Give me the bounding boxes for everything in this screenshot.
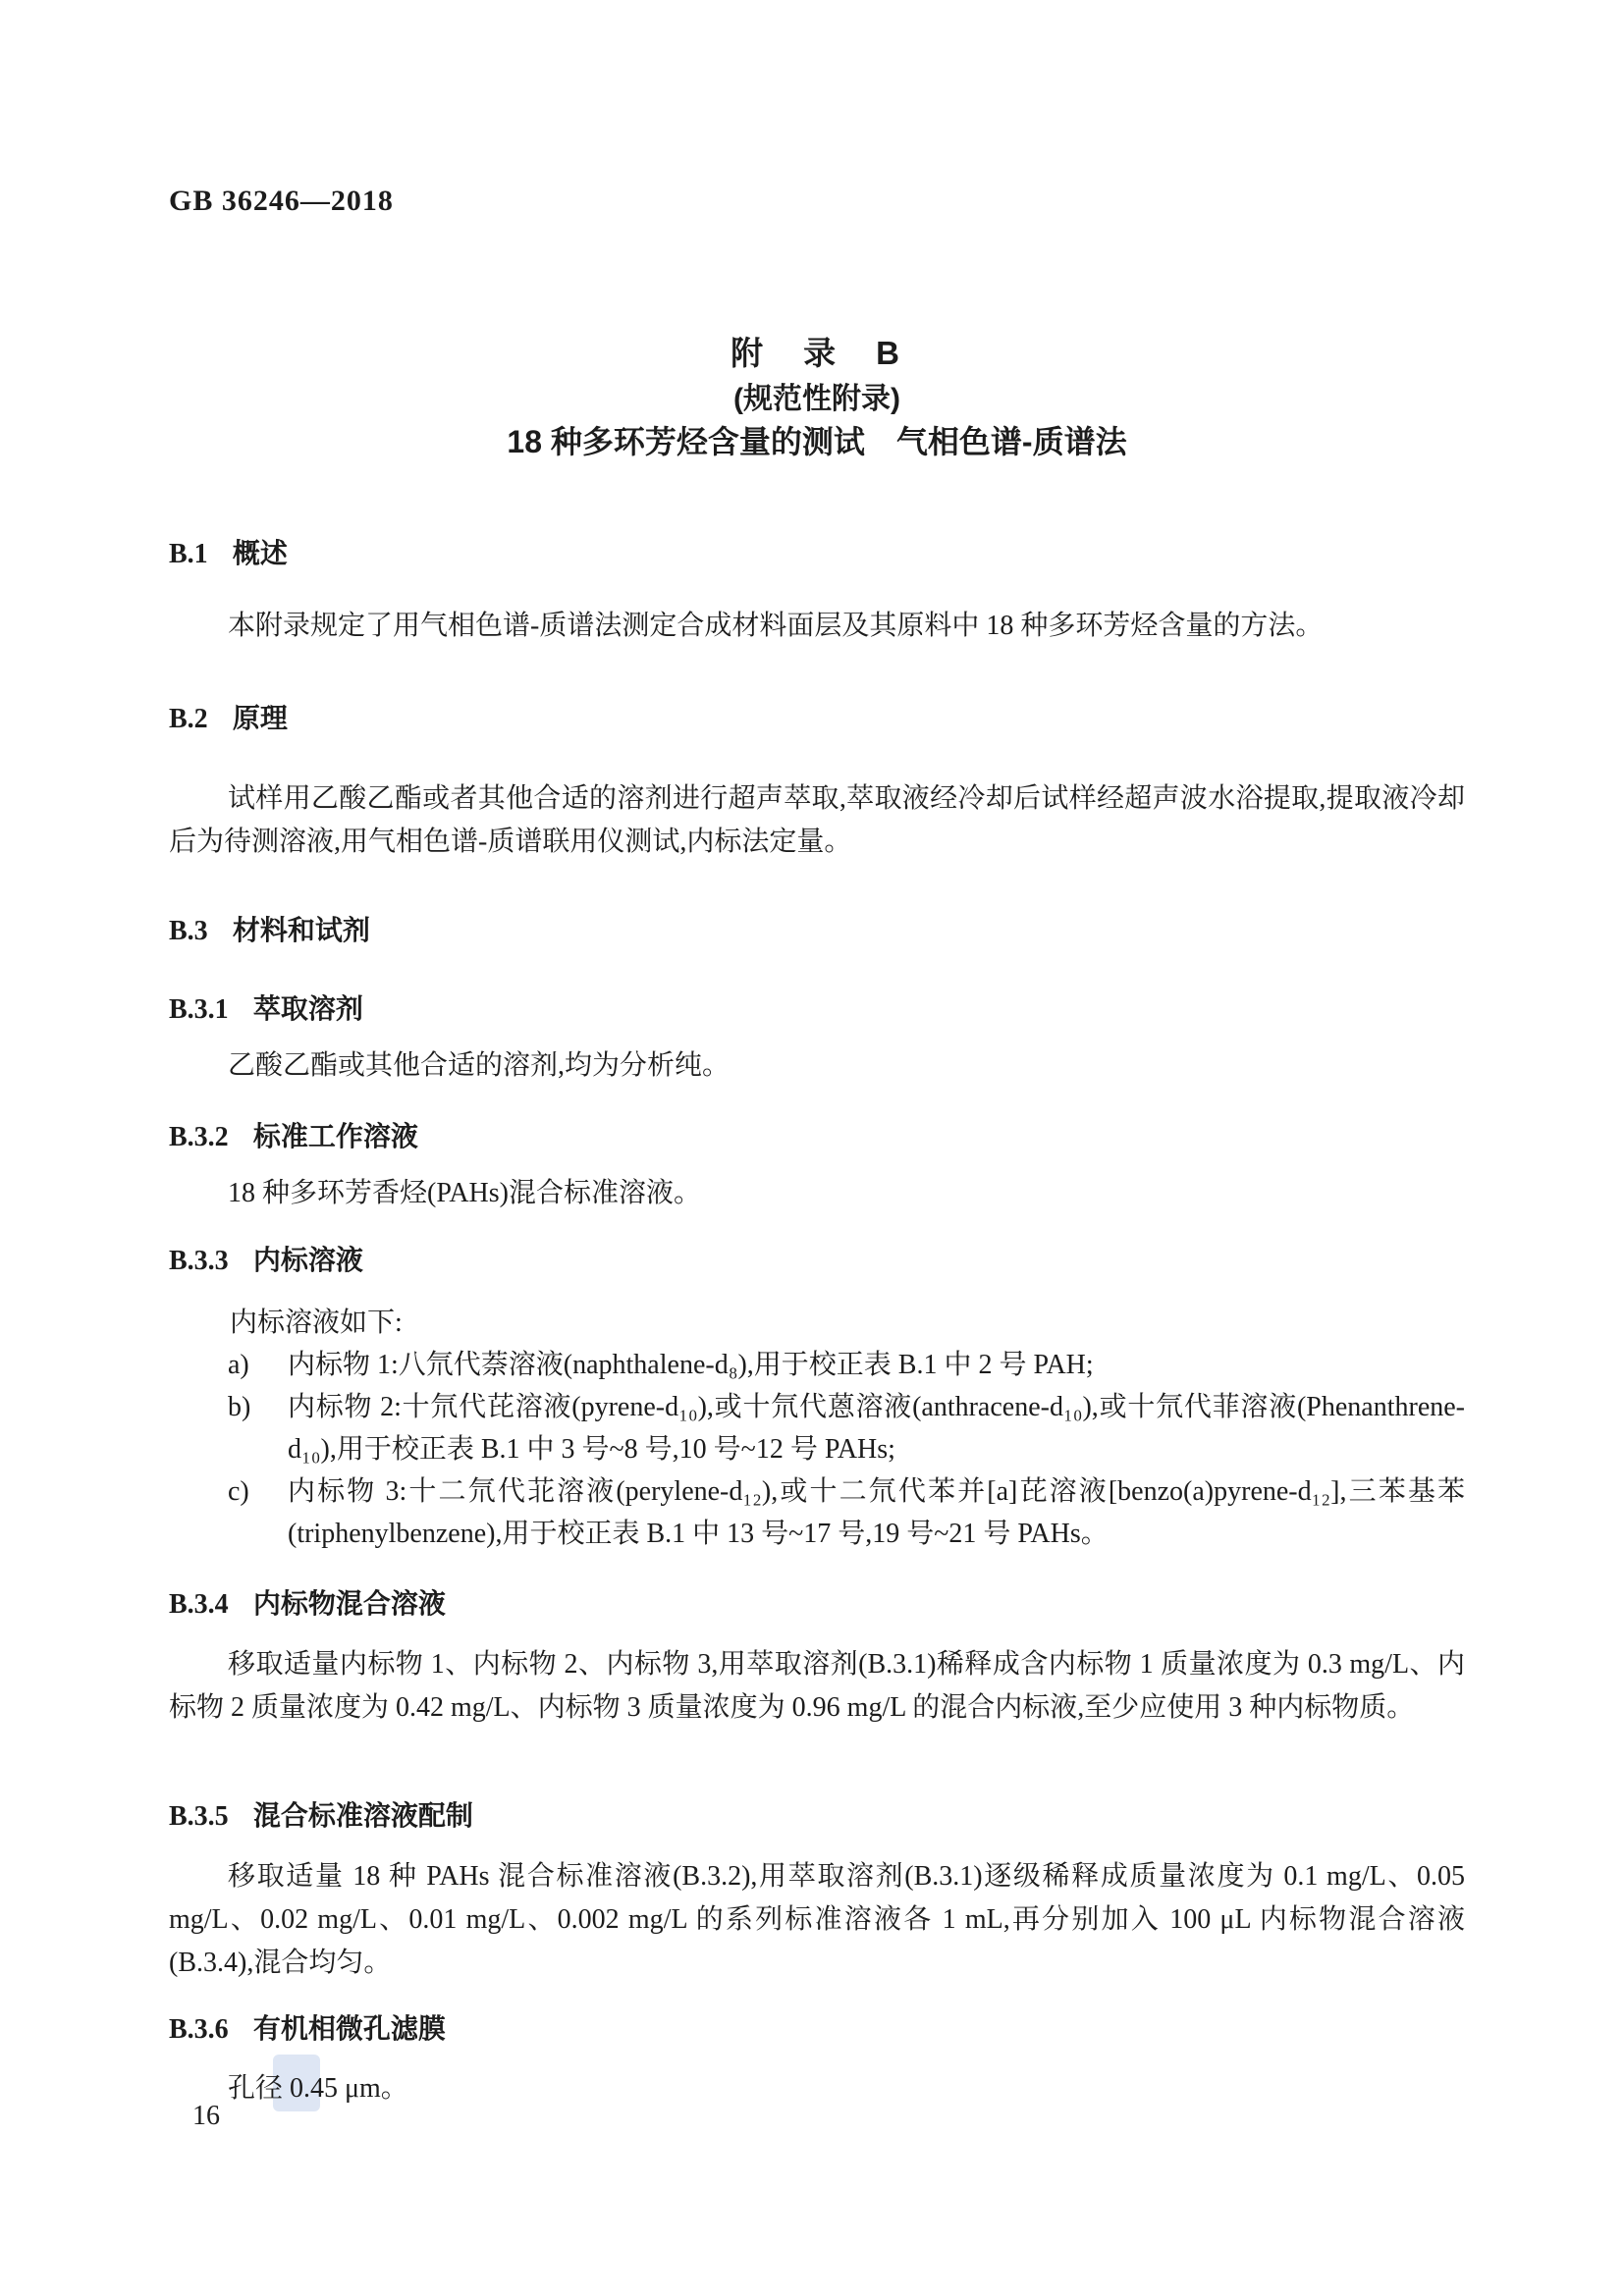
list-item-label: c): [228, 1476, 249, 1507]
paragraph-b31: 乙酸乙酯或其他合适的溶剂,均为分析纯。: [228, 1050, 731, 1081]
section-title: 标准工作溶液: [252, 1121, 418, 1151]
section-heading-b3: [169, 909, 1465, 948]
appendix-title: 附 录 B: [731, 335, 903, 371]
list-item-a: [169, 1344, 1465, 1386]
section-number: B.1: [169, 539, 208, 569]
paragraph-b34: 移取适量内标物 1、内标物 2、内标物 3,用萃取溶剂(B.3.1)稀释成含内标物 1 质量浓度为 0.3 mg/L、内标物 2 质量浓度为 0.42 mg/L、内标物 3 质量浓度为 0.96 mg/L 的混合内标液,至少应使用 3 种内标物质。: [169, 1649, 1465, 1723]
list-item-b: [169, 1386, 1465, 1470]
list-item-label: a): [228, 1350, 249, 1380]
section-title: 内标物混合溶液: [252, 1588, 446, 1619]
doc-code: GB 36246—2018: [169, 185, 394, 217]
section-title: 有机相微孔滤膜: [252, 2013, 446, 2044]
section-number: B.3.2: [169, 1122, 229, 1152]
section-heading-b2: [169, 697, 1465, 736]
page-number: 16: [192, 2101, 220, 2131]
list-item-c: [169, 1470, 1465, 1555]
section-number: B.3.3: [169, 1246, 229, 1276]
section-heading-b31: [169, 988, 1465, 1027]
section-heading-b35: [169, 1794, 1465, 1834]
list-intro: 内标溶液如下:: [230, 1308, 403, 1338]
paragraph-b2: 试样用乙酸乙酯或者其他合适的溶剂进行超声萃取,萃取液经冷却后试样经超声波水浴提取,提取液冷却后为待测溶液,用气相色谱-质谱联用仪测试,内标法定量。: [169, 783, 1465, 857]
paragraph-b35: 移取适量 18 种 PAHs 混合标准溶液(B.3.2),用萃取溶剂(B.3.1)逐级稀释成质量浓度为 0.1 mg/L、0.05 mg/L、0.02 mg/L、0.01 mg/L、0.002 mg/L 的系列标准溶液各 1 mL,再分别加入 100 μL 内标物混合溶液(B.3.4),混合均匀。: [169, 1861, 1465, 1978]
section-heading-b34: [169, 1582, 1465, 1622]
section-title: 萃取溶剂: [252, 993, 363, 1024]
section-heading-b33: [169, 1239, 1465, 1278]
section-title: 混合标准溶液配制: [252, 1800, 473, 1831]
appendix-method-title: 18 种多环芳烃含量的测试 气相色谱-质谱法: [507, 424, 1127, 459]
section-title: 概述: [232, 538, 288, 568]
list-item-text: 内标物 1:八氘代萘溶液(naphthalene-d₈),用于校正表 B.1 中 2 号 PAH;: [288, 1350, 1094, 1380]
paragraph-b32: 18 种多环芳香烃(PAHs)混合标准溶液。: [228, 1178, 701, 1208]
paragraph-b1: 本附录规定了用气相色谱-质谱法测定合成材料面层及其原料中 18 种多环芳烃含量的方法。: [228, 611, 1324, 641]
section-heading-b32: [169, 1115, 1465, 1154]
internal-standard-list: [169, 1302, 1465, 1555]
section-number: B.3.6: [169, 2014, 229, 2045]
list-item-label: b): [228, 1392, 251, 1422]
section-number: B.3.4: [169, 1589, 229, 1620]
section-title: 材料和试剂: [232, 915, 370, 945]
section-title: 原理: [232, 703, 288, 733]
section-number: B.3.1: [169, 994, 229, 1025]
list-item-text: 内标物 2:十氘代芘溶液(pyrene-d₁₀),或十氘代蒽溶液(anthracene-d₁₀),或十氘代菲溶液(Phenanthrene-d₁₀),用于校正表 B.1 中 3 号~8 号,10 号~12 号 PAHs;: [288, 1392, 1465, 1465]
section-number: B.2: [169, 704, 208, 734]
section-heading-b1: [169, 532, 1465, 571]
section-heading-b36: [169, 2007, 1465, 2047]
list-item-text: 内标物 3:十二氘代苝溶液(perylene-d₁₂),或十二氘代苯并[a]芘溶液[benzo(a)pyrene-d₁₂],三苯基苯(triphenylbenzene),用于校正表 B.1 中 13 号~17 号,19 号~21 号 PAHs。: [288, 1476, 1465, 1549]
paragraph-b36: 孔径 0.45 μm。: [228, 2073, 408, 2104]
appendix-subtitle: (规范性附录): [733, 383, 900, 415]
section-number: B.3.5: [169, 1801, 229, 1832]
section-number: B.3: [169, 916, 208, 946]
section-title: 内标溶液: [252, 1245, 363, 1275]
